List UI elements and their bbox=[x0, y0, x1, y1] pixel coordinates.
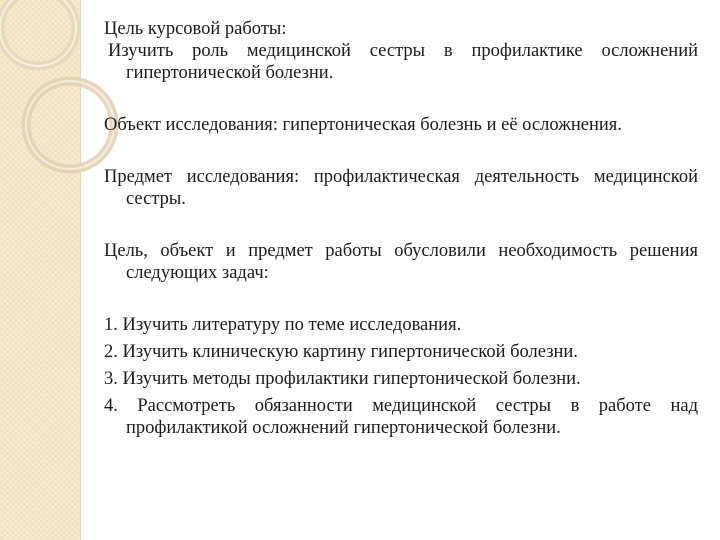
research-subject: Предмет исследования: профилактическая деятельность медицинской сестры. bbox=[104, 167, 698, 209]
task-item: 4. Рассмотреть обязанности медицинской сестры в работе над профилактикой осложнений гипертонической болезни. bbox=[104, 396, 698, 438]
task-item: 3. Изучить методы профилактики гипертонической болезни. bbox=[104, 369, 581, 389]
task-item: 1. Изучить литературу по теме исследования. bbox=[104, 315, 462, 335]
slide-body bbox=[104, 18, 698, 444]
research-object: Объект исследования: гипертоническая болезнь и её осложнения. bbox=[104, 115, 622, 135]
task-list bbox=[104, 314, 698, 439]
goal-heading: Цель курсовой работы: bbox=[104, 19, 287, 39]
tasks-intro: Цель, объект и предмет работы обусловили необходимость решения следующих задач: bbox=[104, 241, 698, 283]
goal-text: Изучить роль медицинской сестры в профилактике осложнений гипертонической болезни. bbox=[108, 41, 698, 83]
task-item: 2. Изучить клиническую картину гипертонической болезни. bbox=[104, 342, 578, 362]
